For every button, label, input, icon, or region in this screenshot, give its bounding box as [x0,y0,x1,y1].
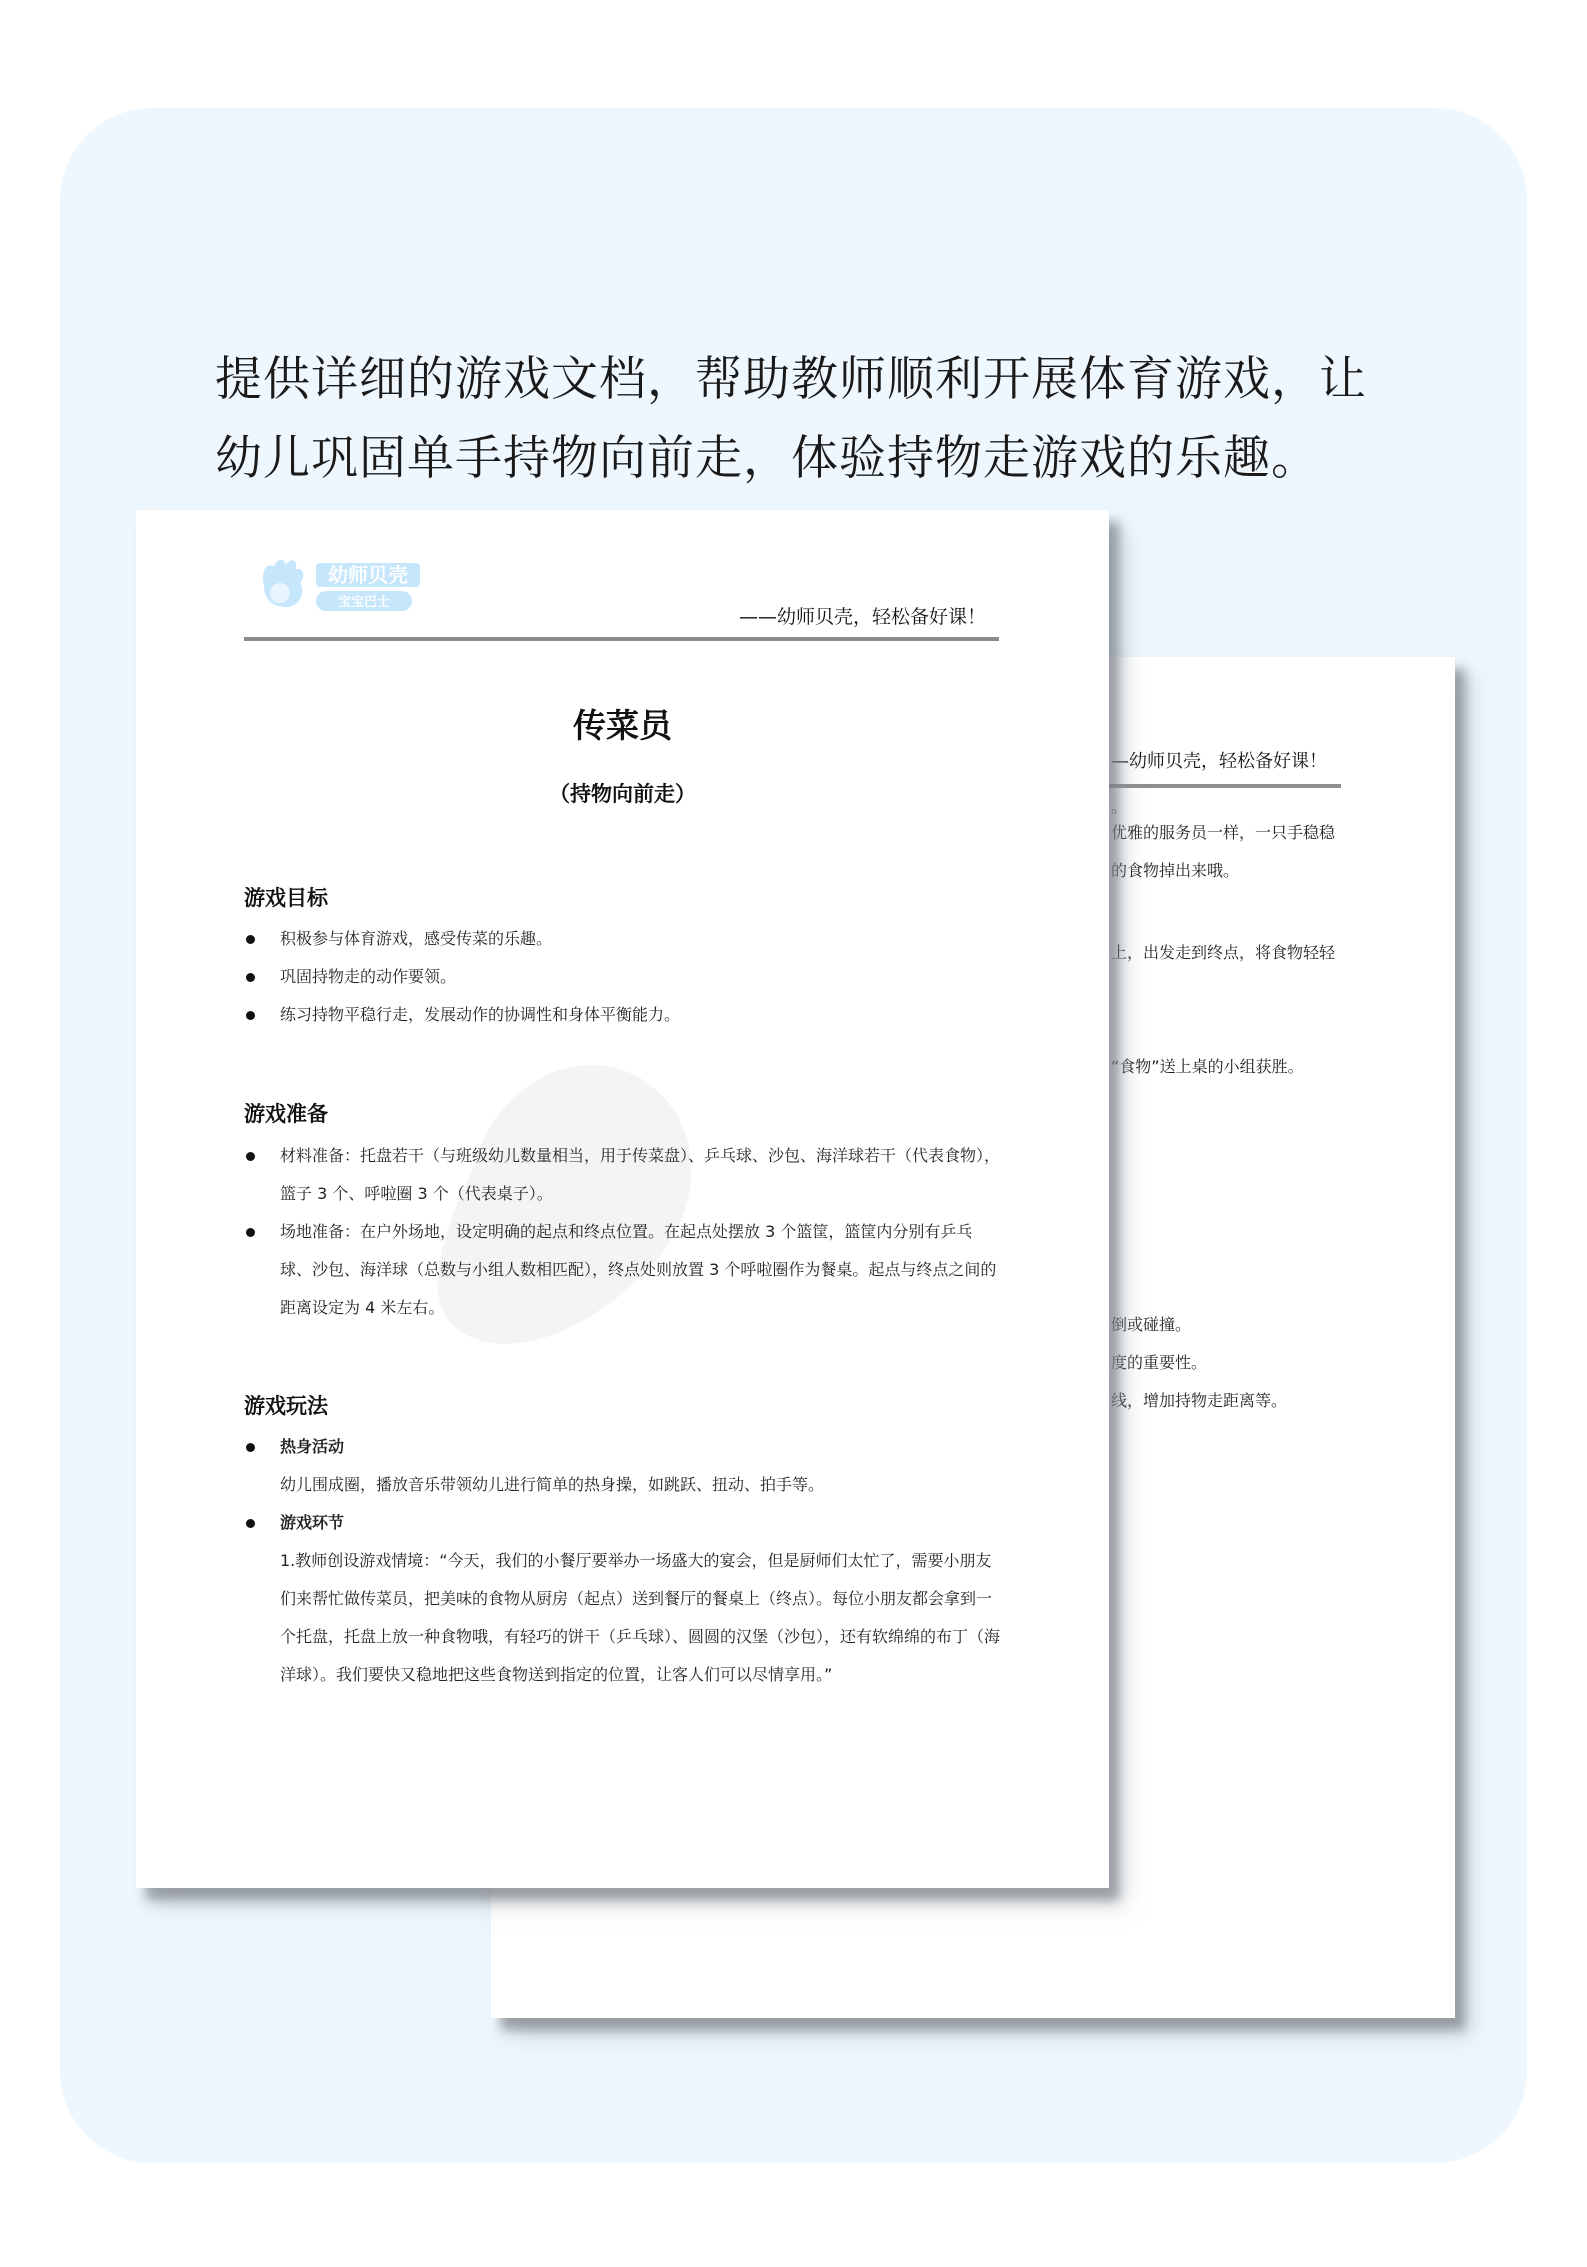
back-fragment: 度的重要性。 [1111,1353,1208,1372]
bullet-icon [246,1011,255,1020]
back-fragment: “食物”送上桌的小组获胜。 [1111,1057,1304,1076]
back-fragment: 线，增加持物走距离等。 [1111,1391,1288,1410]
intro-text [215,340,1495,498]
play-item: 游戏环节 1.教师创设游戏情境：“今天，我们的小餐厅要举办一场盛大的宴会，但是厨师们太忙了，需要小朋友们来帮忙做传菜员，把美味的食物从厨房（起点）送到餐厅的餐桌上（终点）。每位小朋友都会拿到一个托盘，托盘上放一种食物哦，有轻巧的饼干（乒乓球）、圆圆的汉堡（沙包），还有软绵绵的布丁（海洋球）。我们要快又稳地把这些食物送到指定的位置，让客人们可以尽情享用。” [244,1504,1004,1694]
intro-line-1: 提供详细的游戏文档，帮助教师顺利开展体育游戏，让 [215,352,1367,407]
document-page-front [136,510,1109,1888]
back-header-rule [1109,784,1341,788]
intro-line-2: 幼儿巩固单手持物向前走，体验持物走游戏的乐趣。 [215,431,1319,486]
bullet-icon [246,1519,255,1528]
back-fragment: 。 [1111,797,1128,816]
document-title: 传菜员 [573,706,672,745]
bullet-icon [246,935,255,944]
bullet-icon [246,1228,255,1237]
section-heading-play: 游戏玩法 [244,1394,328,1418]
svg-text:幼师贝壳: 幼师贝壳 [328,563,408,587]
play-item: 热身活动 幼儿围成圈，播放音乐带领幼儿进行简单的热身操，如跳跃、扭动、拍手等。 [244,1428,1004,1504]
goal-item: 巩固持物走的动作要领。 [244,958,1004,996]
header-rule [244,637,999,641]
preparation-item: 场地准备：在户外场地，设定明确的起点和终点位置。在起点处摆放 3 个篮筐，篮筐内分别有乒乓球、沙包、海洋球（总数与小组人数相匹配），终点处则放置 3 个呼啦圈作为餐桌。起点与终点之间的距离设定为 4 米左右。 [244,1213,1004,1327]
preparation-item: 材料准备：托盘若干（与班级幼儿数量相当，用于传菜盘）、乒乓球、沙包、海洋球若干（代表食物），篮子 3 个、呼啦圈 3 个（代表桌子）。 [244,1137,1004,1213]
back-fragment: 的食物掉出来哦。 [1111,861,1240,880]
section-heading-preparation: 游戏准备 [244,1102,328,1126]
bullet-icon [246,973,255,982]
header-slogan: ——幼师贝壳，轻松备好课！ [738,606,986,628]
back-fragment: 倒或碰撞。 [1111,1315,1192,1334]
svg-text:宝宝巴士: 宝宝巴士 [337,595,391,610]
bullet-icon [246,1443,255,1452]
goal-item: 练习持物平稳行走，发展动作的协调性和身体平衡能力。 [244,996,1004,1034]
shell-logo-icon [258,555,428,617]
back-fragment: 优雅的服务员一样，一只手稳稳 [1111,823,1336,842]
back-slogan: —幼师贝壳，轻松备好课！ [1111,751,1327,772]
goal-item: 积极参与体育游戏，感受传菜的乐趣。 [244,920,1004,958]
bullet-icon [246,1152,255,1161]
document-subtitle: （持物向前走） [549,782,696,806]
section-heading-goals: 游戏目标 [244,886,328,910]
back-fragment: 上，出发走到终点，将食物轻轻 [1111,943,1336,962]
